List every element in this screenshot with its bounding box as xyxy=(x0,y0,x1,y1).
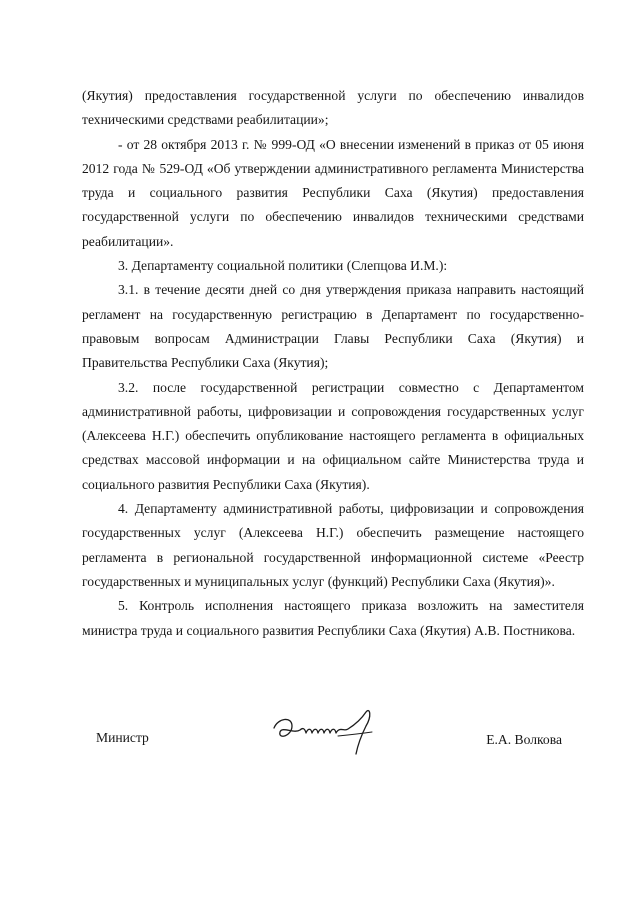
signatory-name: Е.А. Волкова xyxy=(486,732,562,747)
paragraph-item-4: 4. Департаменту административной работы, цифровизации и сопровождения государственных услуг (Алексеева Н.Г.) обеспечить размещение настоящего регламента в региональной государственной информационной системе «Реестр государственных и муниципальных услуг (функций) Республики Саха (Якутия)». xyxy=(82,501,584,589)
signature-block xyxy=(96,722,562,772)
paragraph-item-3-2: 3.2. после государственной регистрации совместно с Департаментом административной работы, цифровизации и сопровождения государственных услуг (Алексеева Н.Г.) обеспечить опубликование настоящего регламента в официальных средствах массовой информации и на официальном сайте Министерства труда и социального развития Республики Саха (Якутия). xyxy=(82,379,584,492)
paragraph-item-3: 3. Департаменту социальной политики (Слепцова И.М.): xyxy=(118,258,448,274)
paragraph-tail-previous: (Якутия) предоставления государственной услуги по обеспечению инвалидов техническими средствами реабилитации»; xyxy=(82,88,584,128)
signatory-title: Министр xyxy=(96,730,149,745)
paragraph-item-5: 5. Контроль исполнения настоящего приказа возложить на заместителя министра труда и социального развития Республики Саха (Якутия) А.В. Постникова. xyxy=(82,598,584,638)
paragraph-order-999: - от 28 октября 2013 г. № 999-ОД «О внесении изменений в приказ от 05 июня 2012 года № 529-ОД «Об утверждении административного регламента Министерства труда и социального развития Республики Саха (Якутия) предоставления государственной услуги по обеспечению инвалидов техническими средствами реабилитации». xyxy=(82,136,584,249)
document-body xyxy=(82,84,584,643)
handwritten-signature xyxy=(268,708,380,758)
paragraph-item-3-1: 3.1. в течение десяти дней со дня утверждения приказа направить настоящий регламент на государственную регистрацию в Департамент по государственно-правовым вопросам Администрации Главы Республики Саха (Якутия) и Правительства Республики Саха (Якутия); xyxy=(82,282,584,371)
